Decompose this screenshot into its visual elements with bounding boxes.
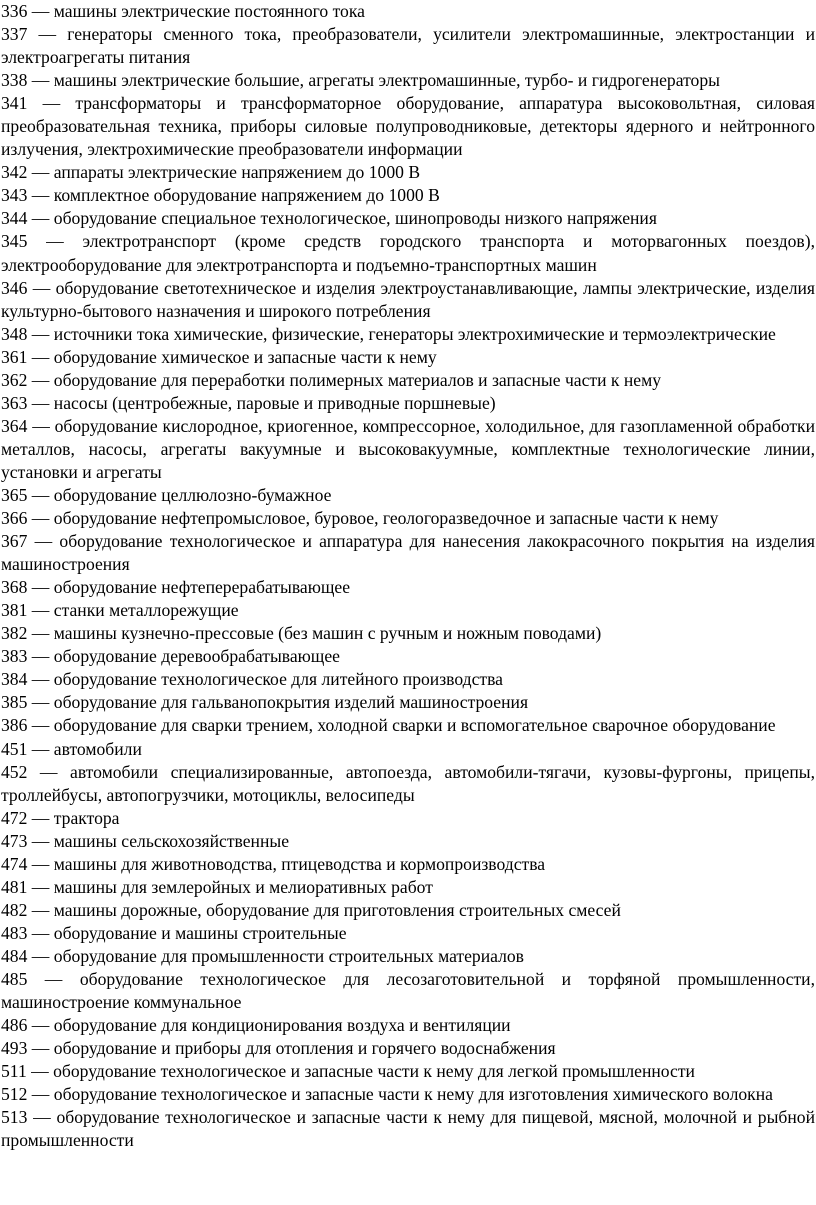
entry-368: 368 — оборудование нефтеперерабатывающее bbox=[1, 577, 351, 598]
entry-472: 472 — трактора bbox=[1, 807, 120, 828]
entry-346: 346 — оборудование светотехническое и изделия электроустанавливающие, лампы электрические, изделия культурно-бытового назначения и широкого потребления bbox=[1, 277, 815, 321]
entry-493: 493 — оборудование и приборы для отопления и горячего водоснабжения bbox=[1, 1038, 556, 1059]
entry-385: 385 — оборудование для гальванопокрытия изделий машиностроения bbox=[1, 692, 529, 713]
entry-337: 337 — генераторы сменного тока, преобразователи, усилители электромашинные, электростанции и электроагрегаты питания bbox=[1, 24, 815, 68]
entry-364: 364 — оборудование кислородное, криогенное, компрессорное, холодильное, для газопламенной обработки металлов, насосы, агрегаты вакуумные и высоковакуумные, комплектные технологические линии, установки и агрегаты bbox=[1, 415, 815, 482]
entry-365: 365 — оборудование целлюлозно-бумажное bbox=[1, 484, 332, 505]
entry-473: 473 — машины сельскохозяйственные bbox=[1, 830, 290, 851]
entry-452: 452 — автомобили специализированные, автопоезда, автомобили-тягачи, кузовы-фургоны, прицепы, троллейбусы, автопогрузчики, мотоциклы, велосипеды bbox=[1, 761, 815, 805]
entry-512: 512 — оборудование технологическое и запасные части к нему для изготовления химического волокна bbox=[1, 1084, 773, 1105]
entry-486: 486 — оборудование для кондиционирования воздуха и вентиляции bbox=[1, 1015, 511, 1036]
entry-483: 483 — оборудование и машины строительные bbox=[1, 922, 347, 943]
entry-366: 366 — оборудование нефтепромысловое, буровое, геологоразведочное и запасные части к нему bbox=[1, 508, 719, 529]
entry-361: 361 — оборудование химическое и запасные части к нему bbox=[1, 346, 437, 367]
entry-383: 383 — оборудование деревообрабатывающее bbox=[1, 646, 340, 667]
entry-343: 343 — комплектное оборудование напряжением до 1000 В bbox=[1, 185, 440, 206]
entry-336: 336 — машины электрические постоянного тока bbox=[1, 1, 365, 21]
entry-513: 513 — оборудование технологическое и запасные части к нему для пищевой, мясной, молочной и рыбной промышленности bbox=[1, 1107, 815, 1151]
entry-474: 474 — машины для животноводства, птицеводства и кормопроизводства bbox=[1, 853, 546, 874]
entry-341: 341 — трансформаторы и трансформаторное оборудование, аппаратура высоковольтная, силовая преобразовательная техника, приборы силовые полупроводниковые, детекторы ядерного и нейтронного излучения, электрохимические преобразователи информации bbox=[1, 93, 815, 160]
entry-482: 482 — машины дорожные, оборудование для приготовления строительных смесей bbox=[1, 899, 621, 920]
entry-382: 382 — машины кузнечно-прессовые (без машин с ручным и ножным поводами) bbox=[1, 623, 602, 644]
entry-367: 367 — оборудование технологическое и аппаратура для нанесения лакокрасочного покрытия на изделия машиностроения bbox=[1, 531, 815, 575]
entry-344: 344 — оборудование специальное технологическое, шинопроводы низкого напряжения bbox=[1, 208, 657, 229]
entry-386: 386 — оборудование для сварки трением, холодной сварки и вспомогательное сварочное оборудование bbox=[1, 715, 776, 736]
entry-485: 485 — оборудование технологическое для лесозаготовительной и торфяной промышленности, машиностроение коммунальное bbox=[1, 968, 815, 1013]
entry-384: 384 — оборудование технологическое для литейного производства bbox=[1, 669, 503, 690]
entry-381: 381 — станки металлорежущие bbox=[1, 600, 239, 621]
entry-338: 338 — машины электрические большие, агрегаты электромашинные, турбо- и гидрогенераторы bbox=[1, 70, 720, 91]
entry-362: 362 — оборудование для переработки полимерных материалов и запасные части к нему bbox=[1, 369, 662, 390]
entry-363: 363 — насосы (центробежные, паровые и приводные поршневые) bbox=[1, 392, 496, 413]
entry-511: 511 — оборудование технологическое и запасные части к нему для легкой промышленности bbox=[1, 1061, 695, 1082]
entry-481: 481 — машины для землеройных и мелиоративных работ bbox=[1, 876, 433, 897]
entry-348: 348 — источники тока химические, физические, генераторы электрохимические и термоэлектрические bbox=[1, 323, 776, 344]
entry-342: 342 — аппараты электрические напряжением до 1000 В bbox=[1, 162, 421, 183]
entry-451: 451 — автомобили bbox=[1, 738, 142, 759]
entry-345: 345 — электротранспорт (кроме средств городского транспорта и моторвагонных поездов), электрооборудование для электротранспорта и подъемно-транспортных машин bbox=[1, 231, 815, 275]
entry-484: 484 — оборудование для промышленности строительных материалов bbox=[1, 945, 524, 966]
